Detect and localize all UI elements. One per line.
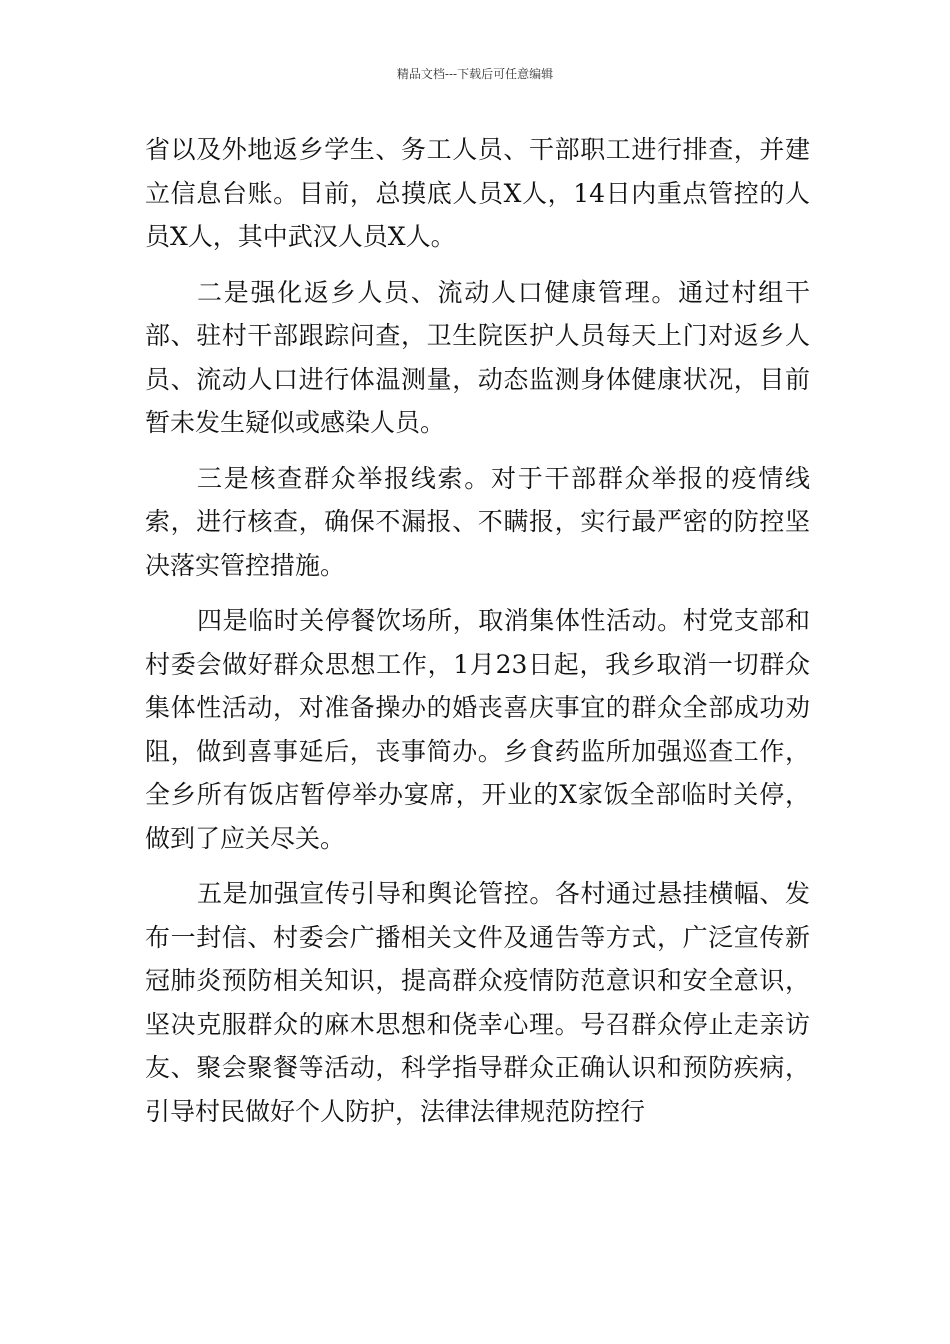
paragraph-5: 五是加强宣传引导和舆论管控。各村通过悬挂横幅、发布一封信、村委会广播相关文件及通告等方式，广泛宣传新冠肺炎预防相关知识，提高群众疫情防范意识和安全意识，坚决克服群众的麻木思想和侥幸心理。号召群众停止走亲访友、聚会聚餐等活动，科学指导群众正确认识和预防疾病，引导村民做好个人防护，法律法律规范防控行	[145, 879, 810, 1126]
document-body	[145, 128, 810, 1133]
page-header: 精品文档---下载后可任意编辑	[396, 67, 554, 81]
paragraph-4: 四是临时关停餐饮场所，取消集体性活动。村党支部和村委会做好群众思想工作，1月23日起，我乡取消一切群众集体性活动，对准备操办的婚丧喜庆事宜的群众全部成功劝阻，做到喜事延后，丧事简办。乡食药监所加强巡查工作，全乡所有饭店暂停举办宴席，开业的X家饭全部临时关停，做到了应关尽关。	[145, 606, 810, 853]
paragraph-2: 二是强化返乡人员、流动人口健康管理。通过村组干部、驻村干部跟踪问查，卫生院医护人员每天上门对返乡人员、流动人口进行体温测量，动态监测身体健康状况，目前暂未发生疑似或感染人员。	[145, 277, 810, 437]
paragraph-1: 省以及外地返乡学生、务工人员、干部职工进行排查，并建立信息台账。目前，总摸底人员X人，14日内重点管控的人员X人，其中武汉人员X人。	[145, 135, 810, 251]
paragraph-3: 三是核查群众举报线索。对于干部群众举报的疫情线索，进行核查，确保不漏报、不瞒报，实行最严密的防控坚决落实管控措施。	[145, 463, 810, 580]
